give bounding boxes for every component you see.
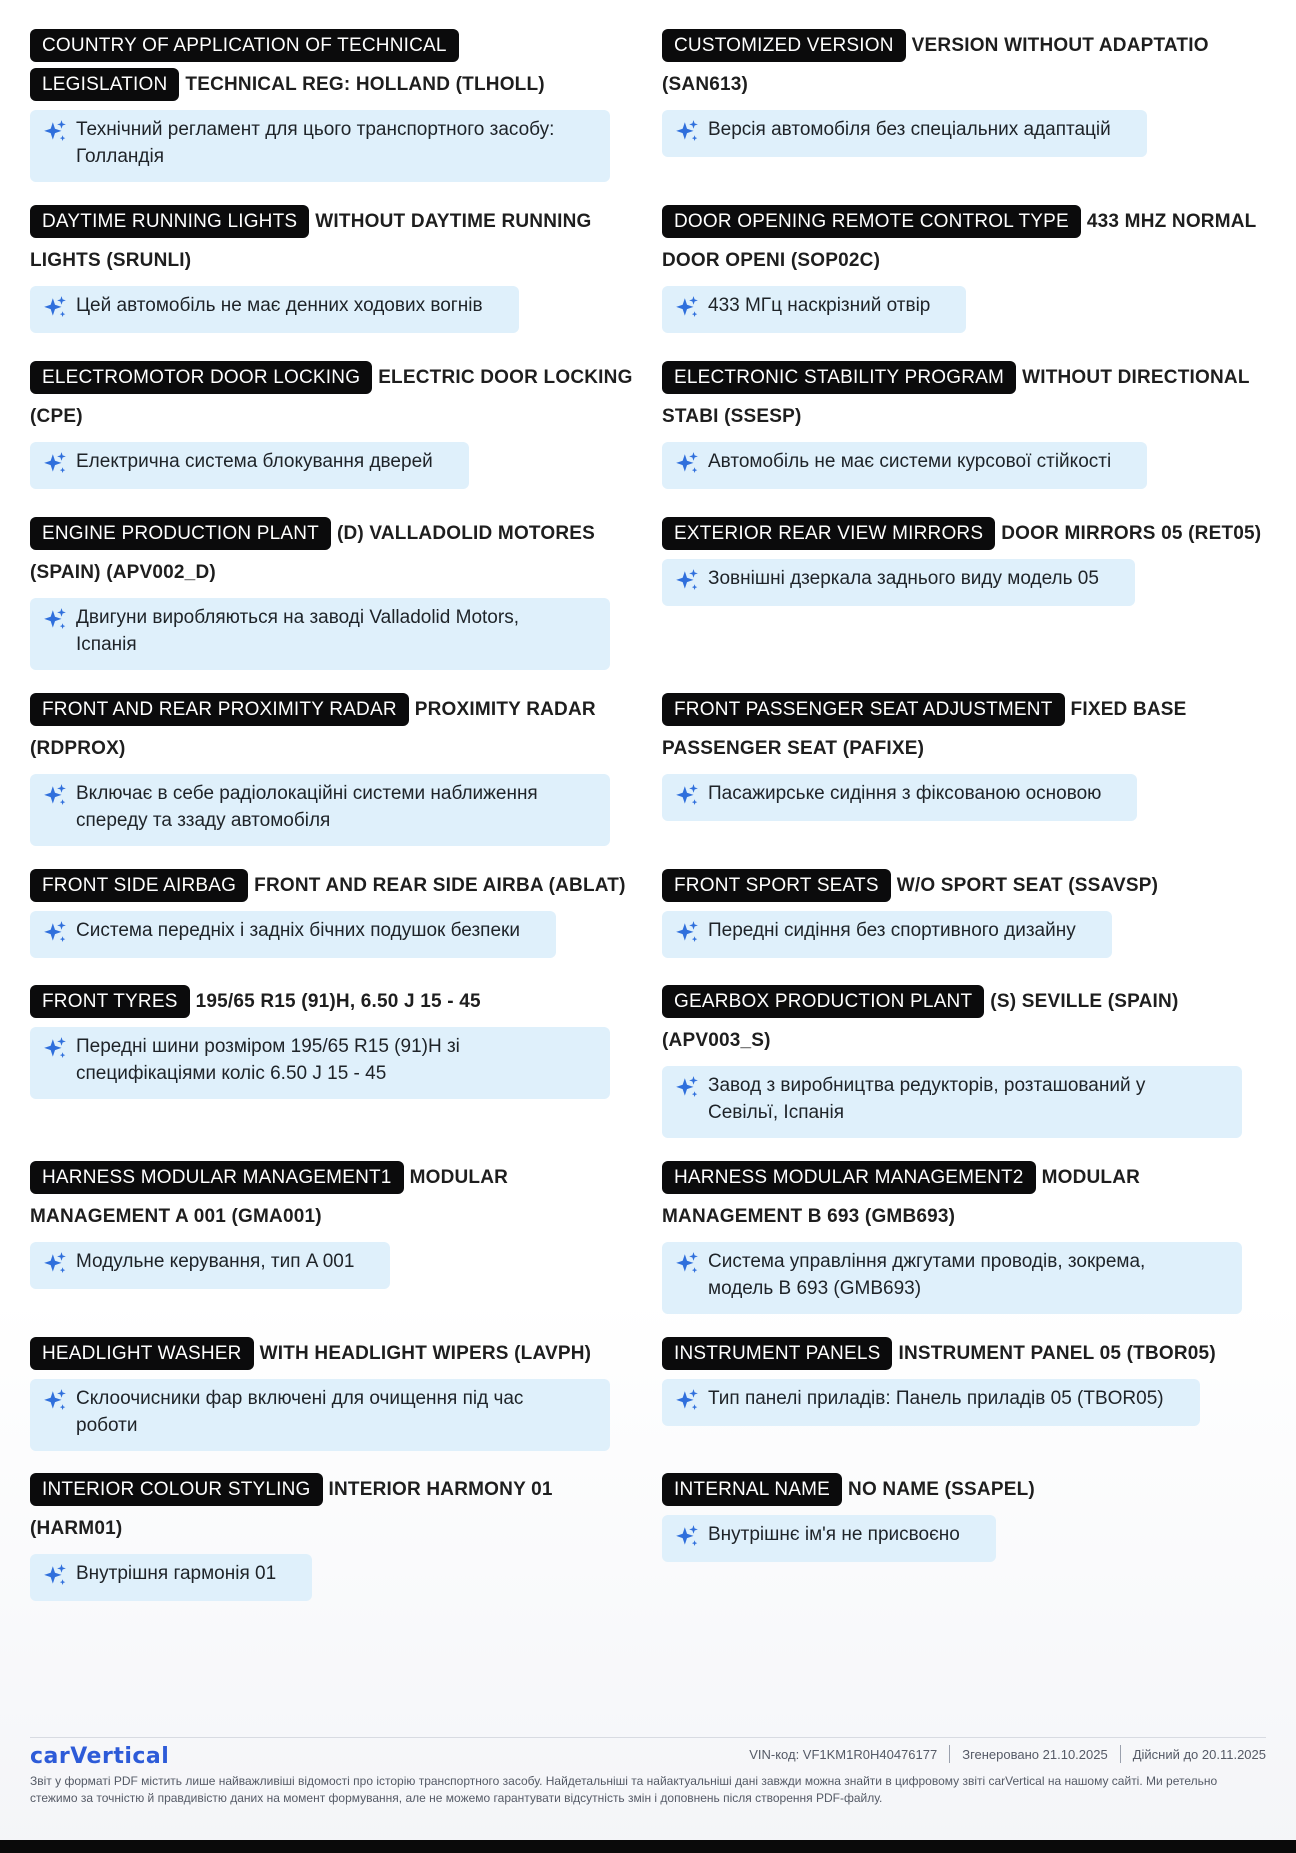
- disclaimer-text: Звіт у форматі PDF містить лише найважливіші відомості про історію транспортного засобу. Найдетальніші та найактуальніші дані завжди можна знайти в цифровому звіті carVertical на нашому сайті. Ми ретельно стежимо за точністю й правдивістю даних на момент формування, але не можемо гарантувати відсутність змін і доповнень після створення PDF-файлу.: [30, 1774, 1218, 1805]
- spec-value: INTERIOR HARMONY 01 (HARM01): [30, 1479, 553, 1539]
- sparkle-icon: [674, 1388, 700, 1414]
- ai-translation: [662, 286, 966, 333]
- spec-value: 433 MHZ NORMAL DOOR OPENI (SOP02C): [662, 211, 1257, 271]
- spec-heading: [662, 514, 1276, 553]
- sparkle-icon: [674, 295, 700, 321]
- spec-item: [30, 866, 644, 982]
- spec-label: INTERIOR COLOUR STYLING: [30, 1473, 323, 1506]
- ai-translation: [662, 559, 1135, 606]
- spec-label: FRONT SIDE AIRBAG: [30, 869, 248, 902]
- spec-label: DAYTIME RUNNING LIGHTS: [30, 205, 309, 238]
- spec-value: W/O SPORT SEAT (SSAVSP): [896, 875, 1159, 896]
- spec-label: HARNESS MODULAR MANAGEMENT2: [662, 1161, 1036, 1194]
- spec-heading: [662, 1334, 1276, 1373]
- translation-text: Технічний регламент для цього транспортного засобу: Голландія: [76, 119, 555, 167]
- spec-heading: [30, 690, 644, 768]
- translation-text: Внутрішня гармонія 01: [76, 1563, 277, 1584]
- sparkle-icon: [42, 451, 68, 477]
- ai-translation: [30, 774, 610, 846]
- spec-value: ELECTRIC DOOR LOCKING (CPE): [30, 367, 633, 427]
- sparkle-icon: [674, 1251, 700, 1277]
- spec-item: [30, 982, 644, 1158]
- ai-translation: [30, 442, 469, 489]
- spec-item: [662, 690, 1276, 866]
- spec-item: [30, 690, 644, 866]
- spec-item: [662, 1334, 1276, 1470]
- translation-text: Версія автомобіля без спеціальних адаптацій: [708, 119, 1111, 140]
- spec-heading: [30, 982, 644, 1021]
- spec-label: HARNESS MODULAR MANAGEMENT1: [30, 1161, 404, 1194]
- spec-item: [662, 514, 1276, 690]
- ai-translation: [30, 911, 556, 958]
- translation-text: Включає в себе радіолокаційні системи наближення спереду та ззаду автомобіля: [76, 783, 538, 831]
- ai-translation: [30, 1554, 312, 1601]
- spec-value: MODULAR MANAGEMENT B 693 (GMB693): [662, 1167, 1141, 1227]
- spec-value: INSTRUMENT PANEL 05 (TBOR05): [898, 1343, 1216, 1364]
- spec-item: [30, 1158, 644, 1334]
- spec-heading: [662, 982, 1276, 1060]
- spec-item: [662, 202, 1276, 358]
- ai-translation: [662, 1379, 1200, 1426]
- ai-translation: [662, 911, 1112, 958]
- spec-item: [662, 866, 1276, 982]
- ai-translation: [30, 110, 610, 182]
- translation-text: Цей автомобіль не має денних ходових вогнів: [76, 295, 483, 316]
- ai-translation: [30, 1027, 610, 1099]
- spec-label: ENGINE PRODUCTION PLANT: [30, 517, 331, 550]
- sparkle-icon: [42, 119, 68, 145]
- spec-value: NO NAME (SSAPEL): [848, 1479, 1035, 1500]
- sparkle-icon: [674, 119, 700, 145]
- spec-value: MODULAR MANAGEMENT A 001 (GMA001): [30, 1167, 509, 1227]
- ai-translation: [662, 1515, 996, 1562]
- translation-text: Зовнішні дзеркала заднього виду модель 05: [708, 568, 1099, 589]
- ai-translation: [30, 286, 519, 333]
- translation-text: Завод з виробництва редукторів, розташований у Севільї, Іспанія: [708, 1075, 1146, 1123]
- spec-label: INSTRUMENT PANELS: [662, 1337, 892, 1370]
- ai-translation: [662, 110, 1147, 157]
- spec-label: DOOR OPENING REMOTE CONTROL TYPE: [662, 205, 1081, 238]
- translation-text: Тип панелі приладів: Панель приладів 05 (TBOR05): [708, 1388, 1164, 1409]
- spec-value: FIXED BASE PASSENGER SEAT (PAFIXE): [662, 699, 1187, 759]
- spec-label: FRONT TYRES: [30, 985, 190, 1018]
- spec-heading: [30, 1334, 644, 1373]
- spec-item: [662, 1158, 1276, 1334]
- spec-label: INTERNAL NAME: [662, 1473, 842, 1506]
- spec-label: ELECTRONIC STABILITY PROGRAM: [662, 361, 1016, 394]
- spec-item: [662, 982, 1276, 1158]
- spec-heading: [30, 358, 644, 436]
- carvertical-logo: carVertical: [30, 1744, 170, 1769]
- sparkle-icon: [674, 451, 700, 477]
- spec-heading: [30, 26, 644, 104]
- left-column: [30, 26, 644, 1626]
- spec-label: FRONT AND REAR PROXIMITY RADAR: [30, 693, 409, 726]
- sparkle-icon: [42, 920, 68, 946]
- translation-text: Модульне керування, тип A 001: [76, 1251, 355, 1272]
- spec-heading: [30, 202, 644, 280]
- translation-text: 433 МГц наскрізний отвір: [708, 295, 931, 316]
- spec-item: [662, 26, 1276, 202]
- spec-heading: [662, 1158, 1276, 1236]
- sparkle-icon: [42, 783, 68, 809]
- translation-text: Система управління джгутами проводів, зокрема, модель B 693 (GMB693): [708, 1251, 1146, 1299]
- spec-value: DOOR MIRRORS 05 (RET05): [1001, 523, 1262, 544]
- sparkle-icon: [674, 568, 700, 594]
- spec-heading: [662, 358, 1276, 436]
- spec-heading: [662, 690, 1276, 768]
- generated-date: Згенеровано 21.10.2025: [962, 1746, 1108, 1762]
- spec-value: TECHNICAL REG: HOLLAND (TLHOLL): [185, 74, 545, 95]
- spec-heading: [30, 1158, 644, 1236]
- sparkle-icon: [42, 1036, 68, 1062]
- spec-item: [30, 358, 644, 514]
- ai-translation: [30, 598, 610, 670]
- spec-item: [30, 202, 644, 358]
- sparkle-icon: [674, 1524, 700, 1550]
- translation-text: Пасажирське сидіння з фіксованою основою: [708, 783, 1102, 804]
- spec-label: COUNTRY OF APPLICATION OF TECHNICAL LEGISLATION: [30, 29, 459, 101]
- sparkle-icon: [42, 607, 68, 633]
- ai-translation: [30, 1242, 390, 1289]
- spec-value: VERSION WITHOUT ADAPTATIO (SAN613): [662, 35, 1209, 95]
- spec-value: WITHOUT DIRECTIONAL STABI (SSESP): [662, 367, 1250, 427]
- sparkle-icon: [42, 1251, 68, 1277]
- spec-label: EXTERIOR REAR VIEW MIRRORS: [662, 517, 995, 550]
- translation-text: Передні сидіння без спортивного дизайну: [708, 920, 1076, 941]
- spec-heading: [662, 866, 1276, 905]
- spec-value: WITHOUT DAYTIME RUNNING LIGHTS (SRUNLI): [30, 211, 592, 271]
- sparkle-icon: [42, 295, 68, 321]
- spec-item: [662, 358, 1276, 514]
- spec-heading: [30, 1470, 644, 1548]
- sparkle-icon: [42, 1563, 68, 1589]
- right-column: [662, 26, 1276, 1586]
- ai-translation: [662, 442, 1147, 489]
- translation-text: Двигуни виробляються на заводі Valladolid Motors, Іспанія: [76, 607, 519, 655]
- spec-item: [30, 1334, 644, 1470]
- ai-translation: [662, 1066, 1242, 1138]
- sparkle-icon: [674, 920, 700, 946]
- translation-text: Склоочисники фар включені для очищення під час роботи: [76, 1388, 524, 1436]
- ai-translation: [662, 1242, 1242, 1314]
- spec-heading: [662, 202, 1276, 280]
- translation-text: Автомобіль не має системи курсової стійкості: [708, 451, 1112, 472]
- report-meta: [749, 1745, 1266, 1763]
- spec-heading: [662, 26, 1276, 104]
- translation-text: Внутрішнє ім'я не присвоєно: [708, 1524, 960, 1545]
- spec-label: FRONT SPORT SEATS: [662, 869, 891, 902]
- spec-label: ELECTROMOTOR DOOR LOCKING: [30, 361, 372, 394]
- sparkle-icon: [674, 783, 700, 809]
- spec-heading: [30, 514, 644, 592]
- spec-label: CUSTOMIZED VERSION: [662, 29, 906, 62]
- spec-item: [30, 514, 644, 690]
- spec-value: FRONT AND REAR SIDE AIRBA (ABLAT): [254, 875, 626, 896]
- spec-item: [30, 26, 644, 202]
- meta-divider: [1120, 1745, 1121, 1763]
- sparkle-icon: [42, 1388, 68, 1414]
- ai-translation: [662, 774, 1137, 821]
- spec-value: 195/65 R15 (91)H, 6.50 J 15 - 45: [195, 991, 481, 1012]
- translation-text: Електрична система блокування дверей: [76, 451, 433, 472]
- footer-divider: [30, 1737, 1266, 1738]
- spec-label: FRONT PASSENGER SEAT ADJUSTMENT: [662, 693, 1065, 726]
- spec-value: WITH HEADLIGHT WIPERS (LAVPH): [259, 1343, 592, 1364]
- spec-label: HEADLIGHT WASHER: [30, 1337, 254, 1370]
- spec-value: PROXIMITY RADAR (RDPROX): [30, 699, 596, 759]
- spec-value: (S) SEVILLE (SPAIN) (APV003_S): [662, 991, 1179, 1051]
- valid-until-date: Дійсний до 20.11.2025: [1132, 1746, 1266, 1762]
- bottom-bar: [0, 1840, 1296, 1853]
- vin-code: VIN-код: VF1KM1R0H40476177: [749, 1746, 938, 1762]
- spec-value: (D) VALLADOLID MOTORES (SPAIN) (APV002_D): [30, 523, 596, 583]
- spec-heading: [30, 866, 644, 905]
- spec-item: [662, 1470, 1276, 1586]
- spec-label: GEARBOX PRODUCTION PLANT: [662, 985, 984, 1018]
- translation-text: Система передніх і задніх бічних подушок безпеки: [76, 920, 520, 941]
- translation-text: Передні шини розміром 195/65 R15 (91)H зі специфікаціями коліс 6.50 J 15 - 45: [76, 1036, 460, 1084]
- sparkle-icon: [674, 1075, 700, 1101]
- spec-item: [30, 1470, 644, 1626]
- ai-translation: [30, 1379, 610, 1451]
- spec-heading: [662, 1470, 1276, 1509]
- meta-divider: [949, 1745, 950, 1763]
